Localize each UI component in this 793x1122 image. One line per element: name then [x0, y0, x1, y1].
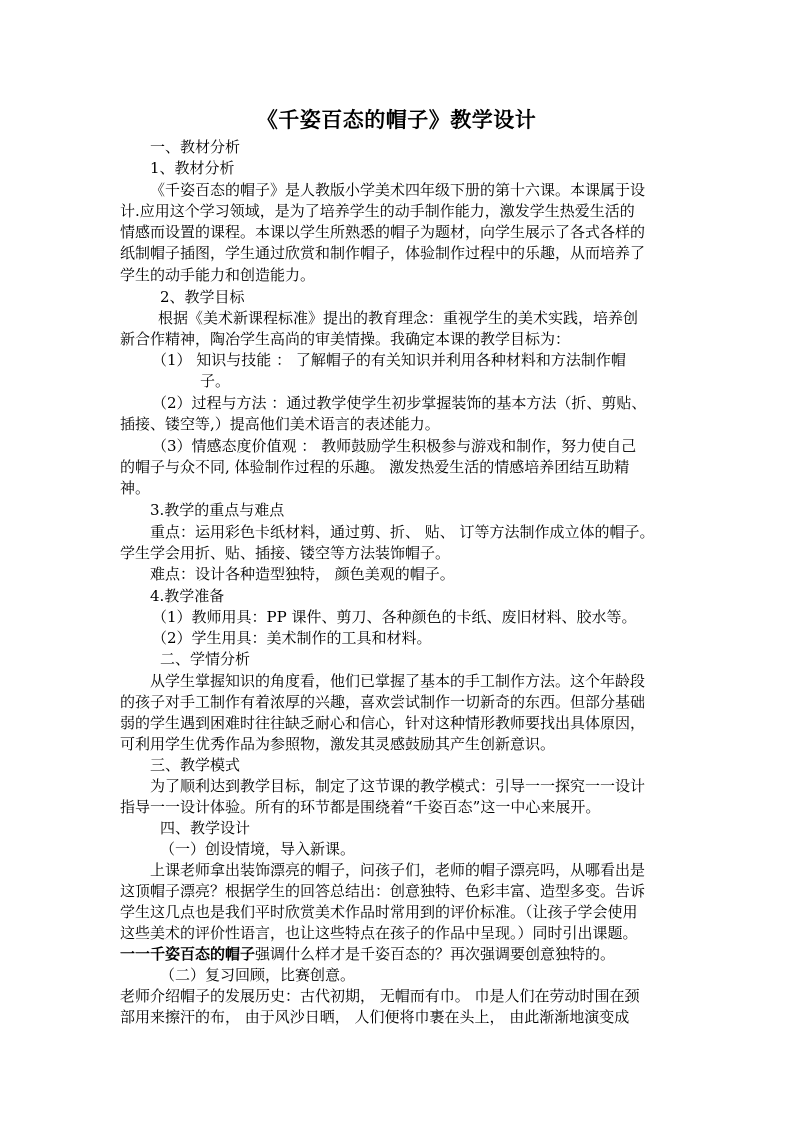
line-text: 强调什么样才是千姿百态的？再次强调要创意独特的。: [255, 945, 616, 963]
line-text: 计.应用这个学习领域，是为了培养学生的动手制作能力，激发学生热爱生活的: [120, 202, 635, 220]
line-text: （二）复习回顾，比赛创意。: [160, 966, 356, 984]
text-line: [120, 457, 629, 477]
line-text: 二、学情分析: [160, 650, 251, 668]
line-text: 难点：设计各种造型独特， 颜色美观的帽子。: [150, 565, 455, 583]
text-line: [150, 180, 645, 200]
line-text: 学生学会用折、贴、插接、镂空等方法装饰帽子。: [120, 544, 451, 562]
line-text: 部用来擦汗的布， 由于风沙日晒， 人们便将巾裹在头上， 由此渐渐地演变成: [120, 1008, 630, 1026]
line-text: 四、教学设计: [160, 819, 251, 837]
text-line: [120, 692, 645, 712]
line-text: 根据《美术新课程标准》提出的教育理念：重视学生的美术实践，培养创: [158, 309, 639, 327]
text-line: [150, 586, 224, 606]
line-text: 的孩子对手工制作有着浓厚的兴趣，喜欢尝试制作一切新奇的东西。但部分基础: [120, 693, 646, 711]
text-line: [160, 287, 245, 307]
line-text: 三、教学模式: [150, 756, 241, 774]
text-line: [150, 158, 235, 178]
document-title: 《千姿百态的帽子》教学设计: [256, 107, 537, 132]
line-text: 重点：运用彩色卡纸材料，通过剪、折、 贴、 订等方法制作成立体的帽子。: [150, 523, 655, 541]
line-text: 从学生掌握知识的角度看，他们已掌握了基本的手工制作方法。这个年龄段: [150, 672, 646, 690]
line-text: 上课老师拿出装饰漂亮的帽子，问孩子们，老师的帽子漂亮吗，从哪看出是: [150, 861, 646, 879]
text-line: [160, 965, 355, 985]
text-line: [120, 923, 638, 943]
text-line: [152, 393, 646, 413]
text-line: [120, 902, 638, 922]
line-text: 为了顺利达到教学目标，制定了这节课的教学模式：引导一一探究一一设计: [150, 777, 646, 795]
line-text: 子。: [200, 372, 231, 390]
line-text: 指导一一设计体验。所有的环节都是围绕着“千姿百态”这一中心来展开。: [120, 798, 601, 816]
text-line: [150, 671, 645, 691]
line-text: 4.教学准备: [150, 587, 225, 605]
line-text: （2）学生用具：美术制作的工具和材料。: [152, 629, 432, 647]
line-text: 情感而设置的课程。本课以学生所熟悉的帽子为题材，向学生展示了各式各样的: [120, 223, 646, 241]
text-line: [152, 607, 637, 627]
text-line: [160, 649, 250, 669]
text-line: [120, 265, 315, 285]
line-text: 一、教材分析: [150, 138, 241, 156]
text-line: [120, 414, 440, 434]
line-text: 新合作精神，陶冶学生高尚的审美情操。我确定本课的教学目标为：: [120, 330, 571, 348]
text-line: [120, 329, 570, 349]
text-line: [150, 860, 645, 880]
line-text: （3）情感态度价值观 ： 教师鼓励学生积极参与游戏和制作，努力使自己: [152, 437, 637, 455]
line-text: 这顶帽子漂亮？根据学生的回答总结出：创意独特、色彩丰富、造型多变。告诉: [120, 882, 646, 900]
text-line: [160, 839, 355, 859]
line-text: 这些美术的评价性语言，也让这些特点在孩子的作品中呈现。）同时引出课题。: [120, 924, 638, 942]
text-line: [120, 797, 600, 817]
text-line: [120, 243, 645, 263]
text-line: [120, 986, 640, 1006]
text-line: [120, 543, 450, 563]
bold-text: 一一千姿百态的帽子: [120, 945, 256, 963]
line-text: 学生的动手能力和创造能力。: [120, 266, 316, 284]
text-line: [200, 371, 230, 391]
text-line: [150, 137, 240, 157]
text-line: [150, 500, 284, 520]
text-line: [120, 944, 615, 964]
line-text: 2、教学目标: [160, 288, 245, 306]
line-text: （1）教师用具：PP 课件、剪刀、各种颜色的卡纸、废旧材料、胶水等。: [152, 608, 637, 626]
text-line: [150, 522, 655, 542]
line-text: 老师介绍帽子的发展历史：古代初期， 无帽而有巾。 巾是人们在劳动时围在颈: [120, 987, 640, 1005]
line-text: （1） 知识与技能 ： 了解帽子的有关知识并利用各种材料和方法制作帽: [152, 351, 626, 369]
text-line: [158, 308, 638, 328]
line-text: 3.教学的重点与难点: [150, 501, 285, 519]
line-text: 的帽子与众不同, 体验制作过程的乐趣。 激发热爱生活的情感培养团结互助精: [120, 458, 630, 476]
line-text: 1、教材分析: [150, 159, 235, 177]
line-text: 《千姿百态的帽子》是人教版小学美术四年级下册的第十六课。本课属于设: [150, 181, 646, 199]
text-line: [150, 564, 455, 584]
text-line: [152, 436, 636, 456]
line-text: 学生这几点也是我们平时欣赏美术作品时常用到的评价标准。（让孩子学会使用: [120, 903, 638, 921]
text-line: [150, 755, 240, 775]
line-text: 弱的学生遇到困难时往往缺乏耐心和信心，针对这种情形教师要找出具体原因，: [120, 714, 646, 732]
text-line: [120, 713, 645, 733]
line-text: 插接、镂空等,）提高他们美术语言的表述能力。: [120, 415, 440, 433]
text-line: [152, 350, 626, 370]
text-line: [120, 1007, 629, 1027]
text-line: [152, 628, 432, 648]
line-text: 神。: [120, 479, 151, 497]
text-line: [150, 776, 645, 796]
text-line: [120, 478, 150, 498]
text-line: [160, 818, 250, 838]
line-text: （一）创设情境，导入新课。: [160, 840, 356, 858]
line-text: 可利用学生优秀作品为参照物，激发其灵感鼓励其产生创新意识。: [120, 735, 556, 753]
line-text: 纸制帽子插图，学生通过欣赏和制作帽子，体验制作过程中的乐趣，从而培养了: [120, 244, 646, 262]
text-line: [120, 222, 645, 242]
text-line: [120, 881, 645, 901]
text-line: [120, 734, 555, 754]
line-text: （2）过程与方法 ：通过教学使学生初步掌握装饰的基本方法（折、剪贴、: [152, 394, 647, 412]
text-line: [120, 201, 635, 221]
